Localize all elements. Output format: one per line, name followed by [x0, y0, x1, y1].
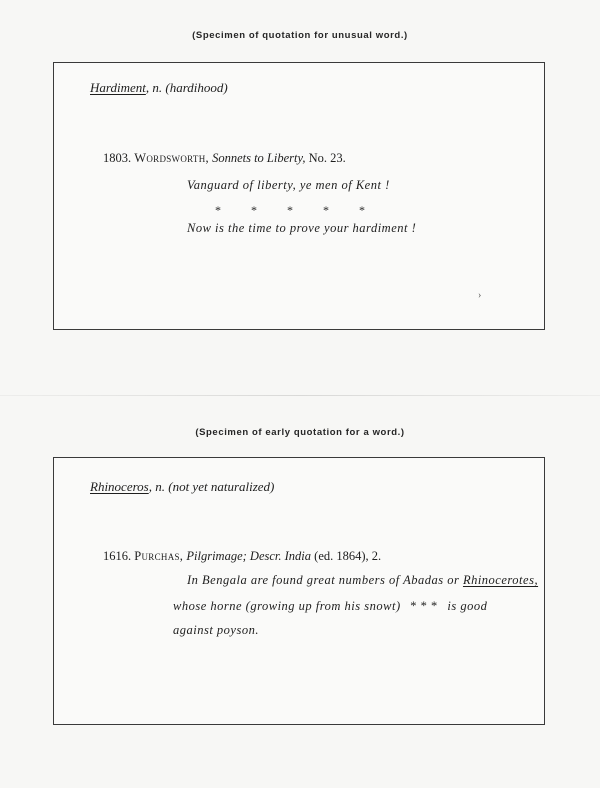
star: *	[215, 203, 221, 217]
ink-mark: ›	[478, 290, 482, 301]
part-of-speech: , n.	[148, 479, 165, 494]
citation-year: 1616.	[103, 549, 132, 563]
omission-stars: * * *	[410, 599, 438, 613]
part-of-speech: , n.	[145, 80, 163, 95]
quote-text: whose horne (growing up from his snowt)	[173, 599, 401, 613]
star: *	[251, 203, 257, 217]
headword: Hardiment	[90, 80, 146, 95]
quote-text: In Bengala are found great numbers of Abadas or	[187, 573, 463, 587]
citation-author: Purchas,	[134, 549, 184, 563]
specimen-caption-2: (Specimen of early quotation for a word.)	[195, 427, 405, 438]
specimen-caption-1: (Specimen of quotation for unusual word.)	[192, 30, 408, 41]
star: *	[359, 203, 365, 217]
quotation-card-1	[53, 62, 545, 330]
quote-line-2: Now is the time to prove your hardiment !	[187, 221, 417, 235]
citation-work-section: Descr. India	[249, 549, 312, 563]
citation-work: Sonnets to Liberty,	[212, 151, 306, 165]
headword: Rhinoceros	[90, 479, 149, 494]
citation-author: Wordsworth,	[134, 151, 209, 165]
citation-ref: (ed. 1864), 2.	[314, 549, 382, 563]
citation-line	[103, 151, 346, 166]
gloss: (hardihood)	[165, 80, 228, 95]
quote-line-1: Vanguard of liberty, ye men of Kent !	[187, 178, 390, 192]
citation-line	[103, 549, 381, 564]
quote-line-1	[187, 573, 538, 588]
citation-ref: No. 23.	[308, 151, 346, 165]
paper-fold-line	[0, 395, 600, 396]
gloss: (not yet naturalized)	[168, 479, 275, 494]
citation-work: Pilgrimage;	[186, 549, 247, 563]
headword-line	[90, 80, 228, 96]
quote-text: is good	[447, 599, 488, 613]
star: *	[323, 203, 329, 217]
quotation-card-2	[53, 457, 545, 725]
star: *	[287, 203, 293, 217]
quoted-word: Rhinocerotes,	[462, 573, 539, 587]
quote-line-3: against poyson.	[173, 623, 259, 637]
headword-line	[90, 479, 274, 495]
citation-year: 1803.	[103, 151, 132, 165]
omission-stars	[200, 201, 380, 219]
quote-line-2	[173, 599, 487, 614]
